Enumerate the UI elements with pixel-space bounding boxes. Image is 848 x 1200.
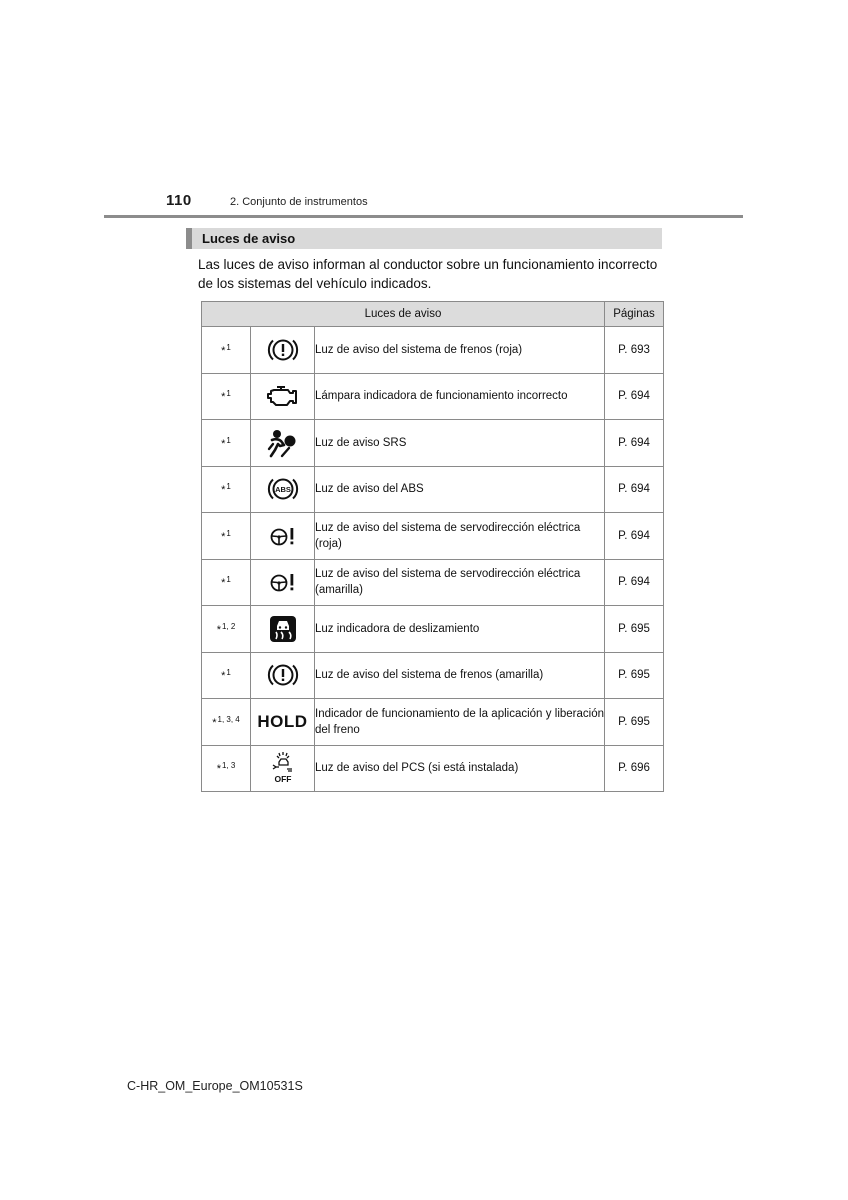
chapter-title: 2. Conjunto de instrumentos: [230, 196, 368, 208]
description-cell: Luz de aviso del sistema de servodirección eléctrica (roja): [315, 513, 605, 560]
brake-warning-yellow-icon: [266, 662, 300, 688]
table-row: [202, 652, 664, 699]
footnote-cell: [202, 699, 251, 746]
table-row: [202, 606, 664, 653]
page-ref-cell: P. 695: [605, 699, 664, 746]
asterisk: *: [221, 484, 226, 497]
table-row: [202, 327, 664, 374]
table-row: [202, 559, 664, 606]
warning-lights-table: [201, 301, 664, 792]
footnote-ref: 1: [226, 482, 231, 492]
table-header-row: [202, 302, 664, 327]
asterisk: *: [221, 344, 226, 357]
section-heading-bar: [186, 228, 662, 249]
intro-paragraph: Las luces de aviso informan al conductor sobre un funcionamiento incorrecto de los sistemas del vehículo indicados.: [198, 257, 658, 291]
page-ref-cell: P. 694: [605, 466, 664, 513]
eps-warning-icon: [268, 570, 298, 594]
brake-warning-red-icon: [266, 337, 300, 363]
header-lights: Luces de aviso: [202, 302, 605, 327]
description-cell: Indicador de funcionamiento de la aplicación y liberación del freno: [315, 699, 605, 746]
page-ref-cell: P. 693: [605, 327, 664, 374]
icon-cell: [251, 559, 315, 606]
icon-cell: [251, 373, 315, 420]
icon-cell: [251, 699, 315, 746]
footnote-cell: [202, 327, 251, 374]
abs-icon: [266, 476, 300, 502]
table-row: [202, 466, 664, 513]
footnote-cell: [202, 420, 251, 467]
footer-document-code: C-HR_OM_Europe_OM10531S: [127, 1079, 303, 1093]
footnote-cell: [202, 466, 251, 513]
footnote-ref: 1, 3: [221, 761, 236, 771]
footnote-cell: [202, 559, 251, 606]
slip-indicator-icon: [269, 615, 297, 643]
footnote-ref: 1, 2: [221, 621, 236, 631]
pcs-off-icon: [268, 751, 298, 785]
page-ref-cell: P. 695: [605, 652, 664, 699]
footnote-ref: 1: [226, 668, 231, 678]
footnote-ref: 1: [226, 389, 231, 399]
icon-cell: [251, 652, 315, 699]
asterisk: *: [221, 391, 226, 404]
page-ref-cell: P. 694: [605, 373, 664, 420]
page-ref-cell: P. 696: [605, 745, 664, 792]
icon-cell: [251, 513, 315, 560]
svg-text:ABS: ABS: [274, 485, 291, 495]
footnote-ref: 1: [226, 342, 231, 352]
description-cell: Lámpara indicadora de funcionamiento incorrecto: [315, 373, 605, 420]
asterisk: *: [221, 577, 226, 590]
icon-cell: [251, 466, 315, 513]
hold-icon: HOLD: [257, 711, 308, 731]
description-cell: Luz de aviso del sistema de frenos (roja): [315, 327, 605, 374]
table-row: [202, 513, 664, 560]
footnote-cell: [202, 652, 251, 699]
asterisk: *: [221, 670, 226, 683]
header-pages: Páginas: [605, 302, 664, 327]
asterisk: *: [221, 437, 226, 450]
description-cell: Luz de aviso del ABS: [315, 466, 605, 513]
asterisk: *: [221, 530, 226, 543]
description-cell: Luz de aviso SRS: [315, 420, 605, 467]
asterisk: *: [212, 716, 217, 729]
description-cell: Luz indicadora de deslizamiento: [315, 606, 605, 653]
table-row: [202, 420, 664, 467]
engine-malfunction-icon: [265, 383, 301, 409]
icon-cell: [251, 606, 315, 653]
srs-airbag-icon: [267, 428, 299, 458]
asterisk: *: [216, 623, 221, 636]
table-row: [202, 699, 664, 746]
description-cell: Luz de aviso del sistema de servodirección eléctrica (amarilla): [315, 559, 605, 606]
description-cell: Luz de aviso del sistema de frenos (amarilla): [315, 652, 605, 699]
page-ref-cell: P. 694: [605, 559, 664, 606]
icon-cell: [251, 745, 315, 792]
asterisk: *: [216, 763, 221, 776]
footnote-cell: [202, 606, 251, 653]
table-row: [202, 373, 664, 420]
footnote-cell: [202, 745, 251, 792]
icon-cell: [251, 420, 315, 467]
footnote-cell: [202, 373, 251, 420]
footnote-cell: [202, 513, 251, 560]
page-number: 110: [166, 192, 192, 209]
footnote-ref: 1: [226, 435, 231, 445]
page-ref-cell: P. 694: [605, 420, 664, 467]
section-title: Luces de aviso: [202, 231, 296, 246]
footnote-ref: 1, 3, 4: [217, 714, 240, 724]
footnote-ref: 1: [226, 575, 231, 585]
icon-cell: [251, 327, 315, 374]
footnote-ref: 1: [226, 528, 231, 538]
description-cell: Luz de aviso del PCS (si está instalada): [315, 745, 605, 792]
header-rule: [104, 215, 743, 218]
eps-warning-icon: [268, 524, 298, 548]
page-ref-cell: P. 695: [605, 606, 664, 653]
page-ref-cell: P. 694: [605, 513, 664, 560]
table-row: [202, 745, 664, 792]
pcs-off-label: OFF: [274, 774, 291, 785]
